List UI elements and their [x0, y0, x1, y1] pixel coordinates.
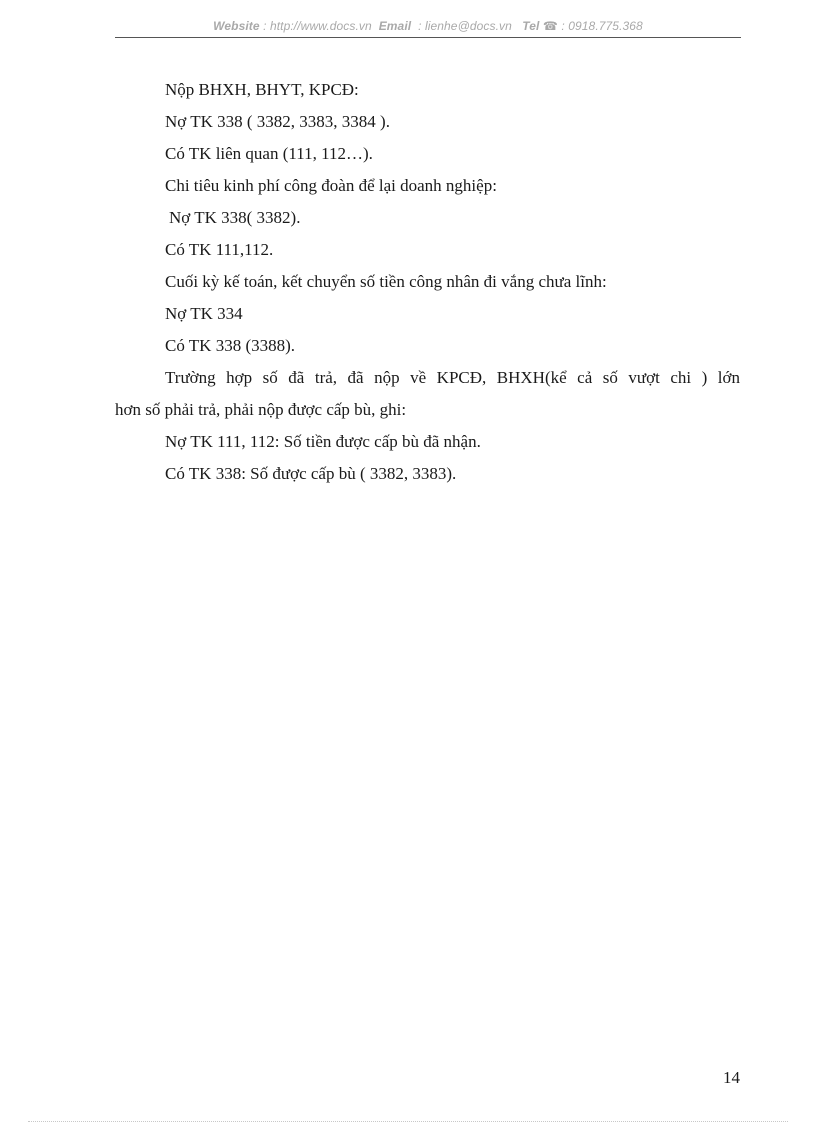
website-label: Website [213, 19, 260, 33]
paragraph: Có TK 111,112. [165, 240, 274, 259]
paragraph: Nợ TK 334 [165, 304, 243, 323]
paragraph: Nộp BHXH, BHYT, KPCĐ: [165, 80, 359, 99]
header-rule [115, 37, 741, 38]
paragraph: hơn số phải trả, phải nộp được cấp bù, ghi: [115, 400, 407, 419]
paragraph: Nợ TK 338( 3382). [169, 208, 301, 227]
paragraph: Có TK liên quan (111, 112…). [165, 144, 373, 163]
paragraph: Cuối kỳ kế toán, kết chuyển số tiền công nhân đi vắng chưa lĩnh: [165, 272, 607, 291]
tel-value: ☎ : 0918.775.368 [542, 19, 643, 33]
paragraph: Có TK 338: Số được cấp bù ( 3382, 3383). [165, 464, 457, 483]
website-value: : http://www.docs.vn [263, 19, 372, 33]
paragraph: Nợ TK 338 ( 3382, 3383, 3384 ). [165, 112, 390, 131]
paragraph: Nợ TK 111, 112: Số tiền được cấp bù đã nhận. [165, 432, 481, 451]
tel-label: Tel [522, 19, 540, 33]
page-header [115, 19, 741, 33]
email-label: Email [378, 19, 412, 33]
paragraph: Trường hợp số đã trả, đã nộp về KPCĐ, BHXH(kể cả số vượt chi ) lớn [165, 368, 740, 387]
page-number: 14 [723, 1068, 740, 1087]
email-value: : lienhe@docs.vn [418, 19, 512, 33]
footer-divider [28, 1121, 788, 1122]
body-text [115, 74, 740, 490]
paragraph: Có TK 338 (3388). [165, 336, 296, 355]
paragraph: Chi tiêu kinh phí công đoàn để lại doanh nghiệp: [165, 176, 497, 195]
